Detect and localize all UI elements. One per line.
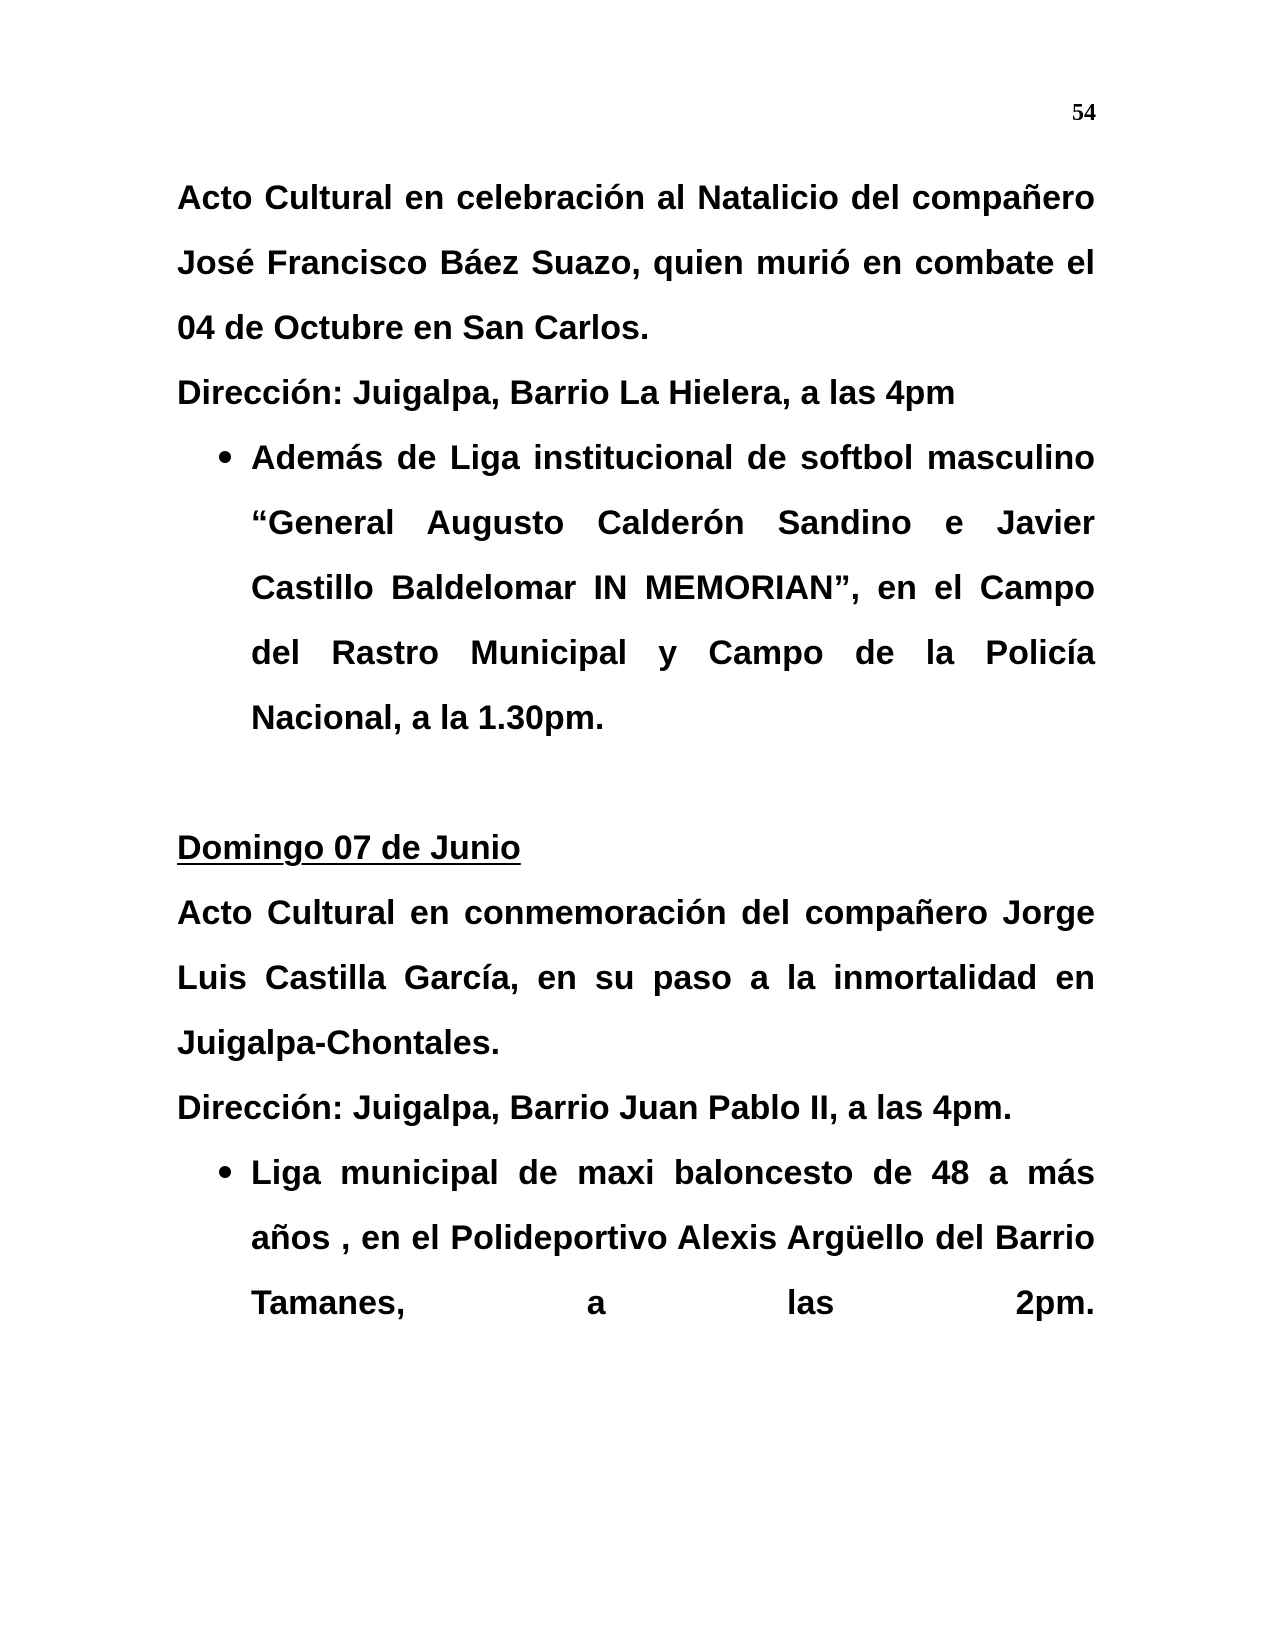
event-section-2 — [177, 816, 1095, 1336]
bullet-icon — [219, 451, 231, 463]
bullet-item — [177, 426, 1095, 751]
event-bullet-list — [177, 426, 1095, 751]
event-description: Acto Cultural en conmemoración del compañero Jorge Luis Castilla García, en su paso a la inmortalidad en Juigalpa-Chontales. — [177, 894, 1095, 1062]
event-address: Dirección: Juigalpa, Barrio Juan Pablo II, a las 4pm. — [177, 1089, 1013, 1127]
section-date-heading: Domingo 07 de Junio — [177, 829, 521, 867]
event-section-1 — [177, 166, 1095, 751]
document-body — [177, 166, 1095, 1336]
event-address: Dirección: Juigalpa, Barrio La Hielera, a las 4pm — [177, 374, 956, 412]
section-spacer — [177, 751, 1095, 816]
event-description: Acto Cultural en celebración al Natalicio del compañero José Francisco Báez Suazo, quien murió en combate el 04 de Octubre en San Carlos. — [177, 179, 1095, 347]
bullet-text: Liga municipal de maxi baloncesto de 48 a más años , en el Polideportivo Alexis Argüello del Barrio Tamanes, a las 2pm. — [251, 1154, 1095, 1322]
bullet-icon — [219, 1166, 231, 1178]
page-number: 54 — [1072, 100, 1096, 126]
event-bullet-list — [177, 1141, 1095, 1336]
bullet-text: Además de Liga institucional de softbol masculino “General Augusto Calderón Sandino e Javier Castillo Baldelomar IN MEMORIAN”, en el Campo del Rastro Municipal y Campo de la Policía Nacional, a la 1.30pm. — [251, 439, 1095, 737]
bullet-item — [177, 1141, 1095, 1336]
